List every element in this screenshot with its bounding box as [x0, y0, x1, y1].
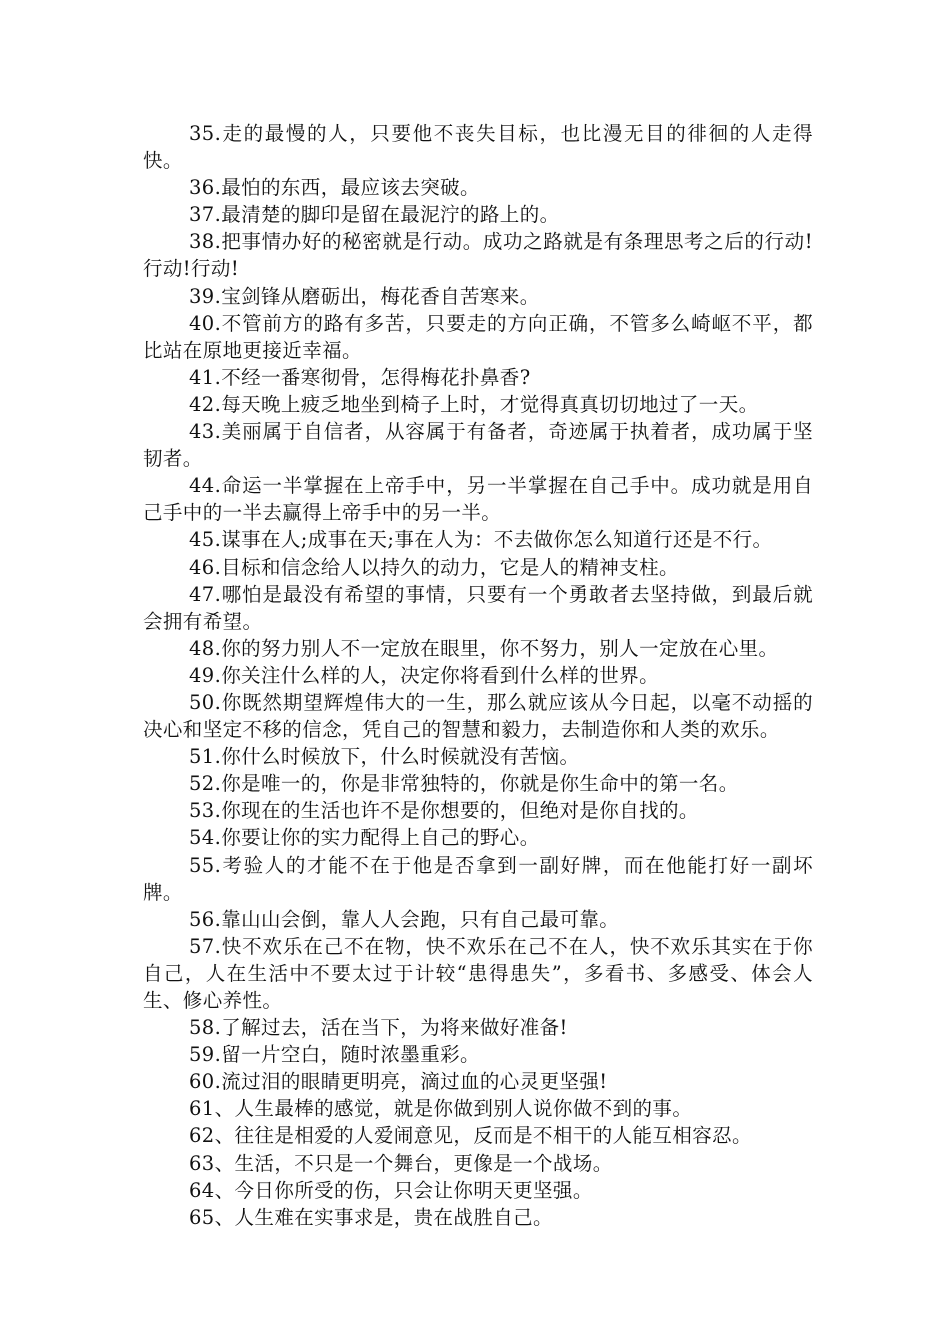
quote-paragraph: 35.走的最慢的人，只要他不丧失目标，也比漫无目的徘徊的人走得快。 [143, 122, 813, 173]
quote-paragraph: 45.谋事在人;成事在天;事在人为：不去做你怎么知道行还是不行。 [189, 528, 773, 552]
quote-paragraph: 37.最清楚的脚印是留在最泥泞的路上的。 [189, 203, 560, 227]
quote-paragraph: 51.你什么时候放下，什么时候就没有苦恼。 [189, 745, 580, 769]
quote-paragraph: 61、人生最棒的感觉，就是你做到别人说你做不到的事。 [189, 1097, 693, 1121]
quote-paragraph: 63、生活，不只是一个舞台，更像是一个战场。 [189, 1151, 613, 1175]
quote-paragraph: 43.美丽属于自信者，从容属于有备者，奇迹属于执着者，成功属于坚韧者。 [143, 420, 813, 471]
quote-paragraph: 40.不管前方的路有多苦，只要走的方向正确，不管多么崎岖不平，都比站在原地更接近幸福。 [143, 311, 813, 362]
quote-paragraph: 36.最怕的东西，最应该去突破。 [189, 176, 480, 200]
quote-paragraph: 55.考验人的才能不在于他是否拿到一副好牌，而在他能打好一副坏牌。 [143, 853, 813, 904]
quote-paragraph: 58.了解过去，活在当下，为将来做好准备! [189, 1016, 568, 1040]
quote-paragraph: 42.每天晚上疲乏地坐到椅子上时，才觉得真真切切地过了一天。 [189, 392, 759, 416]
quote-paragraph: 64、今日你所受的伤，只会让你明天更坚强。 [189, 1178, 593, 1202]
quote-paragraph: 46.目标和信念给人以持久的动力，它是人的精神支柱。 [189, 555, 679, 579]
quote-paragraph: 65、人生难在实事求是，贵在战胜自己。 [189, 1205, 553, 1229]
quote-paragraph: 38.把事情办好的秘密就是行动。成功之路就是有条理思考之后的行动!行动!行动! [143, 230, 813, 281]
quote-paragraph: 39.宝剑锋从磨砺出，梅花香自苦寒来。 [189, 284, 540, 308]
quote-paragraph: 59.留一片空白，随时浓墨重彩。 [189, 1043, 480, 1067]
quote-paragraph: 41.不经一番寒彻骨，怎得梅花扑鼻香? [189, 365, 531, 389]
quote-paragraph: 44.命运一半掌握在上帝手中，另一半掌握在自己手中。成功就是用自己手中的一半去赢得上帝手中的另一半。 [143, 474, 813, 525]
quote-paragraph: 57.快不欢乐在己不在物，快不欢乐在己不在人，快不欢乐其实在于你自己，人在生活中不要太过于计较“患得患失”，多看书、多感受、体会人生、修心养性。 [143, 934, 813, 1012]
quote-paragraph: 52.你是唯一的，你是非常独特的，你就是你生命中的第一名。 [189, 772, 739, 796]
quote-paragraph: 56.靠山山会倒，靠人人会跑，只有自己最可靠。 [189, 907, 620, 931]
quote-paragraph: 48.你的努力别人不一定放在眼里，你不努力，别人一定放在心里。 [189, 636, 779, 660]
quote-paragraph: 60.流过泪的眼睛更明亮，滴过血的心灵更坚强! [189, 1070, 608, 1094]
quote-paragraph: 54.你要让你的实力配得上自己的野心。 [189, 826, 540, 850]
quote-paragraph: 49.你关注什么样的人，决定你将看到什么样的世界。 [189, 663, 660, 687]
quote-paragraph: 50.你既然期望辉煌伟大的一生，那么就应该从今日起，以毫不动摇的决心和坚定不移的信念，凭自己的智慧和毅力，去制造你和人类的欢乐。 [143, 690, 813, 742]
quote-list [143, 120, 813, 1231]
quote-paragraph: 53.你现在的生活也许不是你想要的，但绝对是你自找的。 [189, 799, 699, 823]
quote-paragraph: 62、往往是相爱的人爱闹意见，反而是不相干的人能互相容忍。 [189, 1124, 752, 1148]
quote-paragraph: 47.哪怕是最没有希望的事情，只要有一个勇敢者去坚持做，到最后就会拥有希望。 [143, 582, 813, 633]
